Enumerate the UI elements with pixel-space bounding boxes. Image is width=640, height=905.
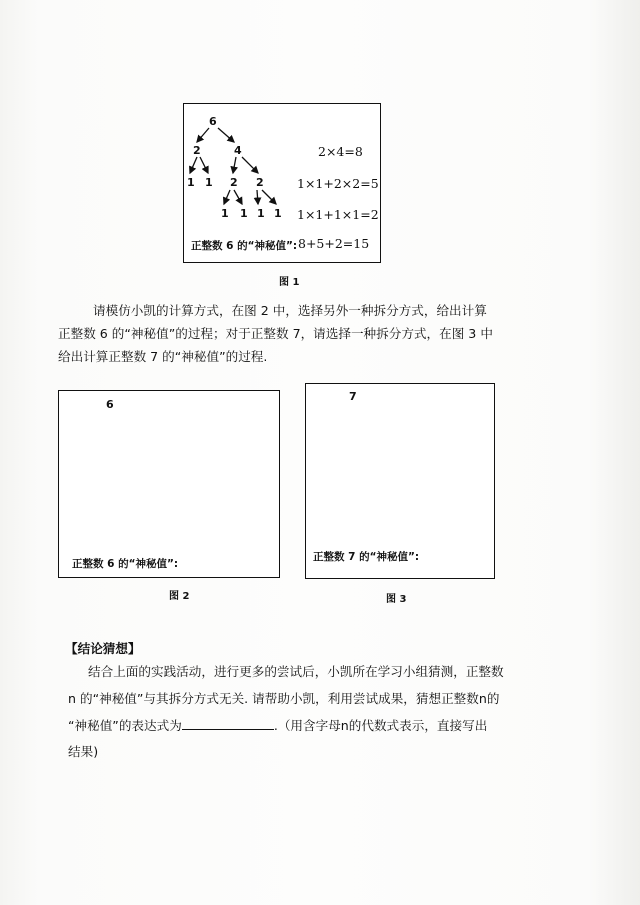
instruction-line-3: 给出计算正整数 7 的“神秘值”的过程. [58, 349, 268, 364]
figure-2-label: 正整数 6 的“神秘值”: [72, 558, 179, 570]
figure-2-root-node: 6 [106, 398, 114, 411]
conclusion-line-4: 结果) [68, 744, 99, 759]
figure-1-caption: 图 1 [279, 277, 300, 288]
equation-2: 1×1+2×2=5 [297, 176, 379, 191]
tree-node-l2-d: 2 [256, 176, 264, 189]
tree-node-l3-d: 1 [274, 207, 282, 220]
instruction-line-1: 请模仿小凯的计算方式，在图 2 中，选择另外一种拆分方式，给出计算 [93, 303, 487, 318]
figure-1-summary-value: 8+5+2=15 [298, 236, 370, 251]
instruction-line-2: 正整数 6 的“神秘值”的过程；对于正整数 7，请选择一种拆分方式，在图 3 中 [58, 326, 493, 341]
figure-3-caption: 图 3 [386, 594, 407, 605]
conclusion-heading: 【结论猜想】 [65, 641, 141, 656]
conclusion-line-1: 结合上面的实践活动，进行更多的尝试后，小凯所在学习小组猜测，正整数 [88, 664, 504, 679]
equation-3: 1×1+1×1=2 [297, 207, 379, 222]
conclusion-line-3-start: “神秘值”的表达式为 [68, 718, 182, 733]
figure-1-summary-label: 正整数 6 的“神秘值”: [191, 240, 298, 252]
tree-node-l2-c: 2 [230, 176, 238, 189]
tree-node-l2-a: 1 [187, 176, 195, 189]
figure-2-caption: 图 2 [169, 591, 190, 602]
tree-node-l1-a: 2 [193, 144, 201, 157]
figure-2-box [58, 390, 280, 578]
tree-node-l3-c: 1 [257, 207, 265, 220]
conclusion-line-3 [68, 714, 487, 737]
conclusion-line-3-end: .（用含字母n的代数式表示，直接写出 [273, 718, 488, 733]
tree-node-l3-a: 1 [221, 207, 229, 220]
answer-blank[interactable] [182, 717, 274, 730]
tree-node-root: 6 [209, 115, 217, 128]
tree-node-l1-b: 4 [234, 144, 242, 157]
figure-3-label: 正整数 7 的“神秘值”: [313, 551, 420, 563]
conclusion-line-2: n 的“神秘值”与其拆分方式无关. 请帮助小凯，利用尝试成果，猜想正整数n的 [68, 691, 500, 706]
tree-node-l3-b: 1 [240, 207, 248, 220]
tree-node-l2-b: 1 [205, 176, 213, 189]
equation-1: 2×4=8 [318, 144, 363, 159]
figure-3-root-node: 7 [349, 390, 357, 403]
